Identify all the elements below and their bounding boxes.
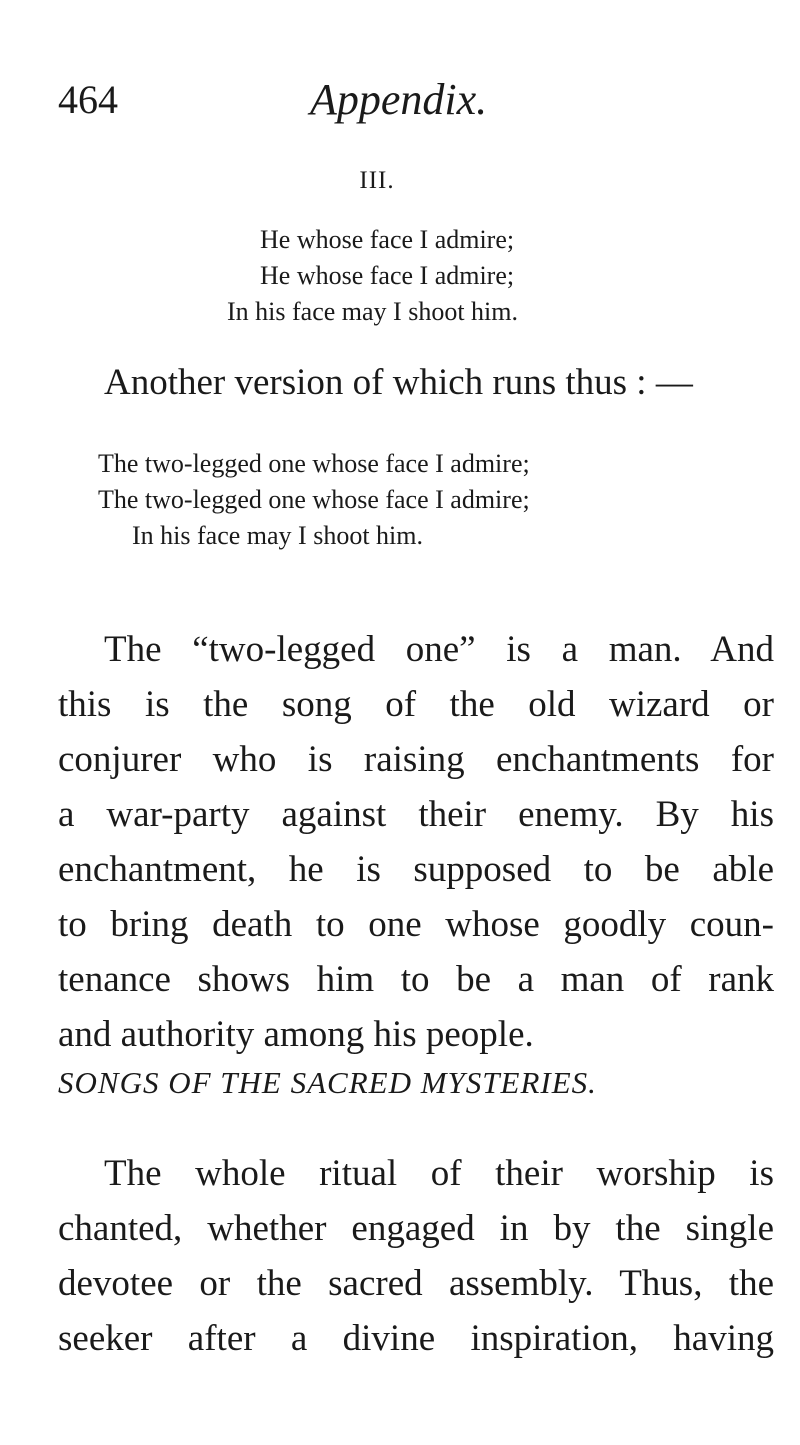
- text-line: conjurer who is raising enchantments for: [58, 739, 774, 780]
- page-header: [58, 70, 758, 130]
- paragraph-explanation: [58, 622, 774, 1062]
- running-head: Appendix.: [310, 75, 488, 124]
- verse-line: He whose face I admire;: [260, 261, 515, 290]
- stanza-number: III.: [359, 167, 395, 194]
- text-line: The whole ritual of their worship is: [104, 1153, 774, 1194]
- alternate-version: [0, 446, 800, 554]
- verse-line: The two-legged one whose face I admire;: [98, 449, 530, 478]
- text-line: seeker after a divine inspiration, having: [58, 1318, 774, 1359]
- page-number: 464: [58, 77, 118, 122]
- song-stanza: [0, 222, 800, 330]
- text-line: to bring death to one whose goodly coun-: [58, 904, 774, 945]
- version-intro: Another version of which runs thus : —: [104, 362, 693, 403]
- section-heading: SONGS OF THE SACRED MYSTERIES.: [58, 1065, 597, 1100]
- verse-line: The two-legged one whose face I admire;: [98, 485, 530, 514]
- text-line: this is the song of the old wizard or: [58, 684, 774, 725]
- text-line: chanted, whether engaged in by the single: [58, 1208, 774, 1249]
- paragraph-ritual: [58, 1146, 774, 1366]
- text-line: and authority among his people.: [58, 1014, 534, 1055]
- text-line: devotee or the sacred assembly. Thus, the: [58, 1263, 774, 1304]
- text-line: tenance shows him to be a man of rank: [58, 959, 774, 1000]
- text-line: The “two-legged one” is a man. And: [104, 629, 774, 670]
- text-line: enchantment, he is supposed to be able: [58, 849, 774, 890]
- verse-line: He whose face I admire;: [260, 225, 515, 254]
- verse-line: In his face may I shoot him.: [227, 297, 518, 326]
- verse-line: In his face may I shoot him.: [132, 521, 423, 550]
- text-line: a war-party against their enemy. By his: [58, 794, 774, 835]
